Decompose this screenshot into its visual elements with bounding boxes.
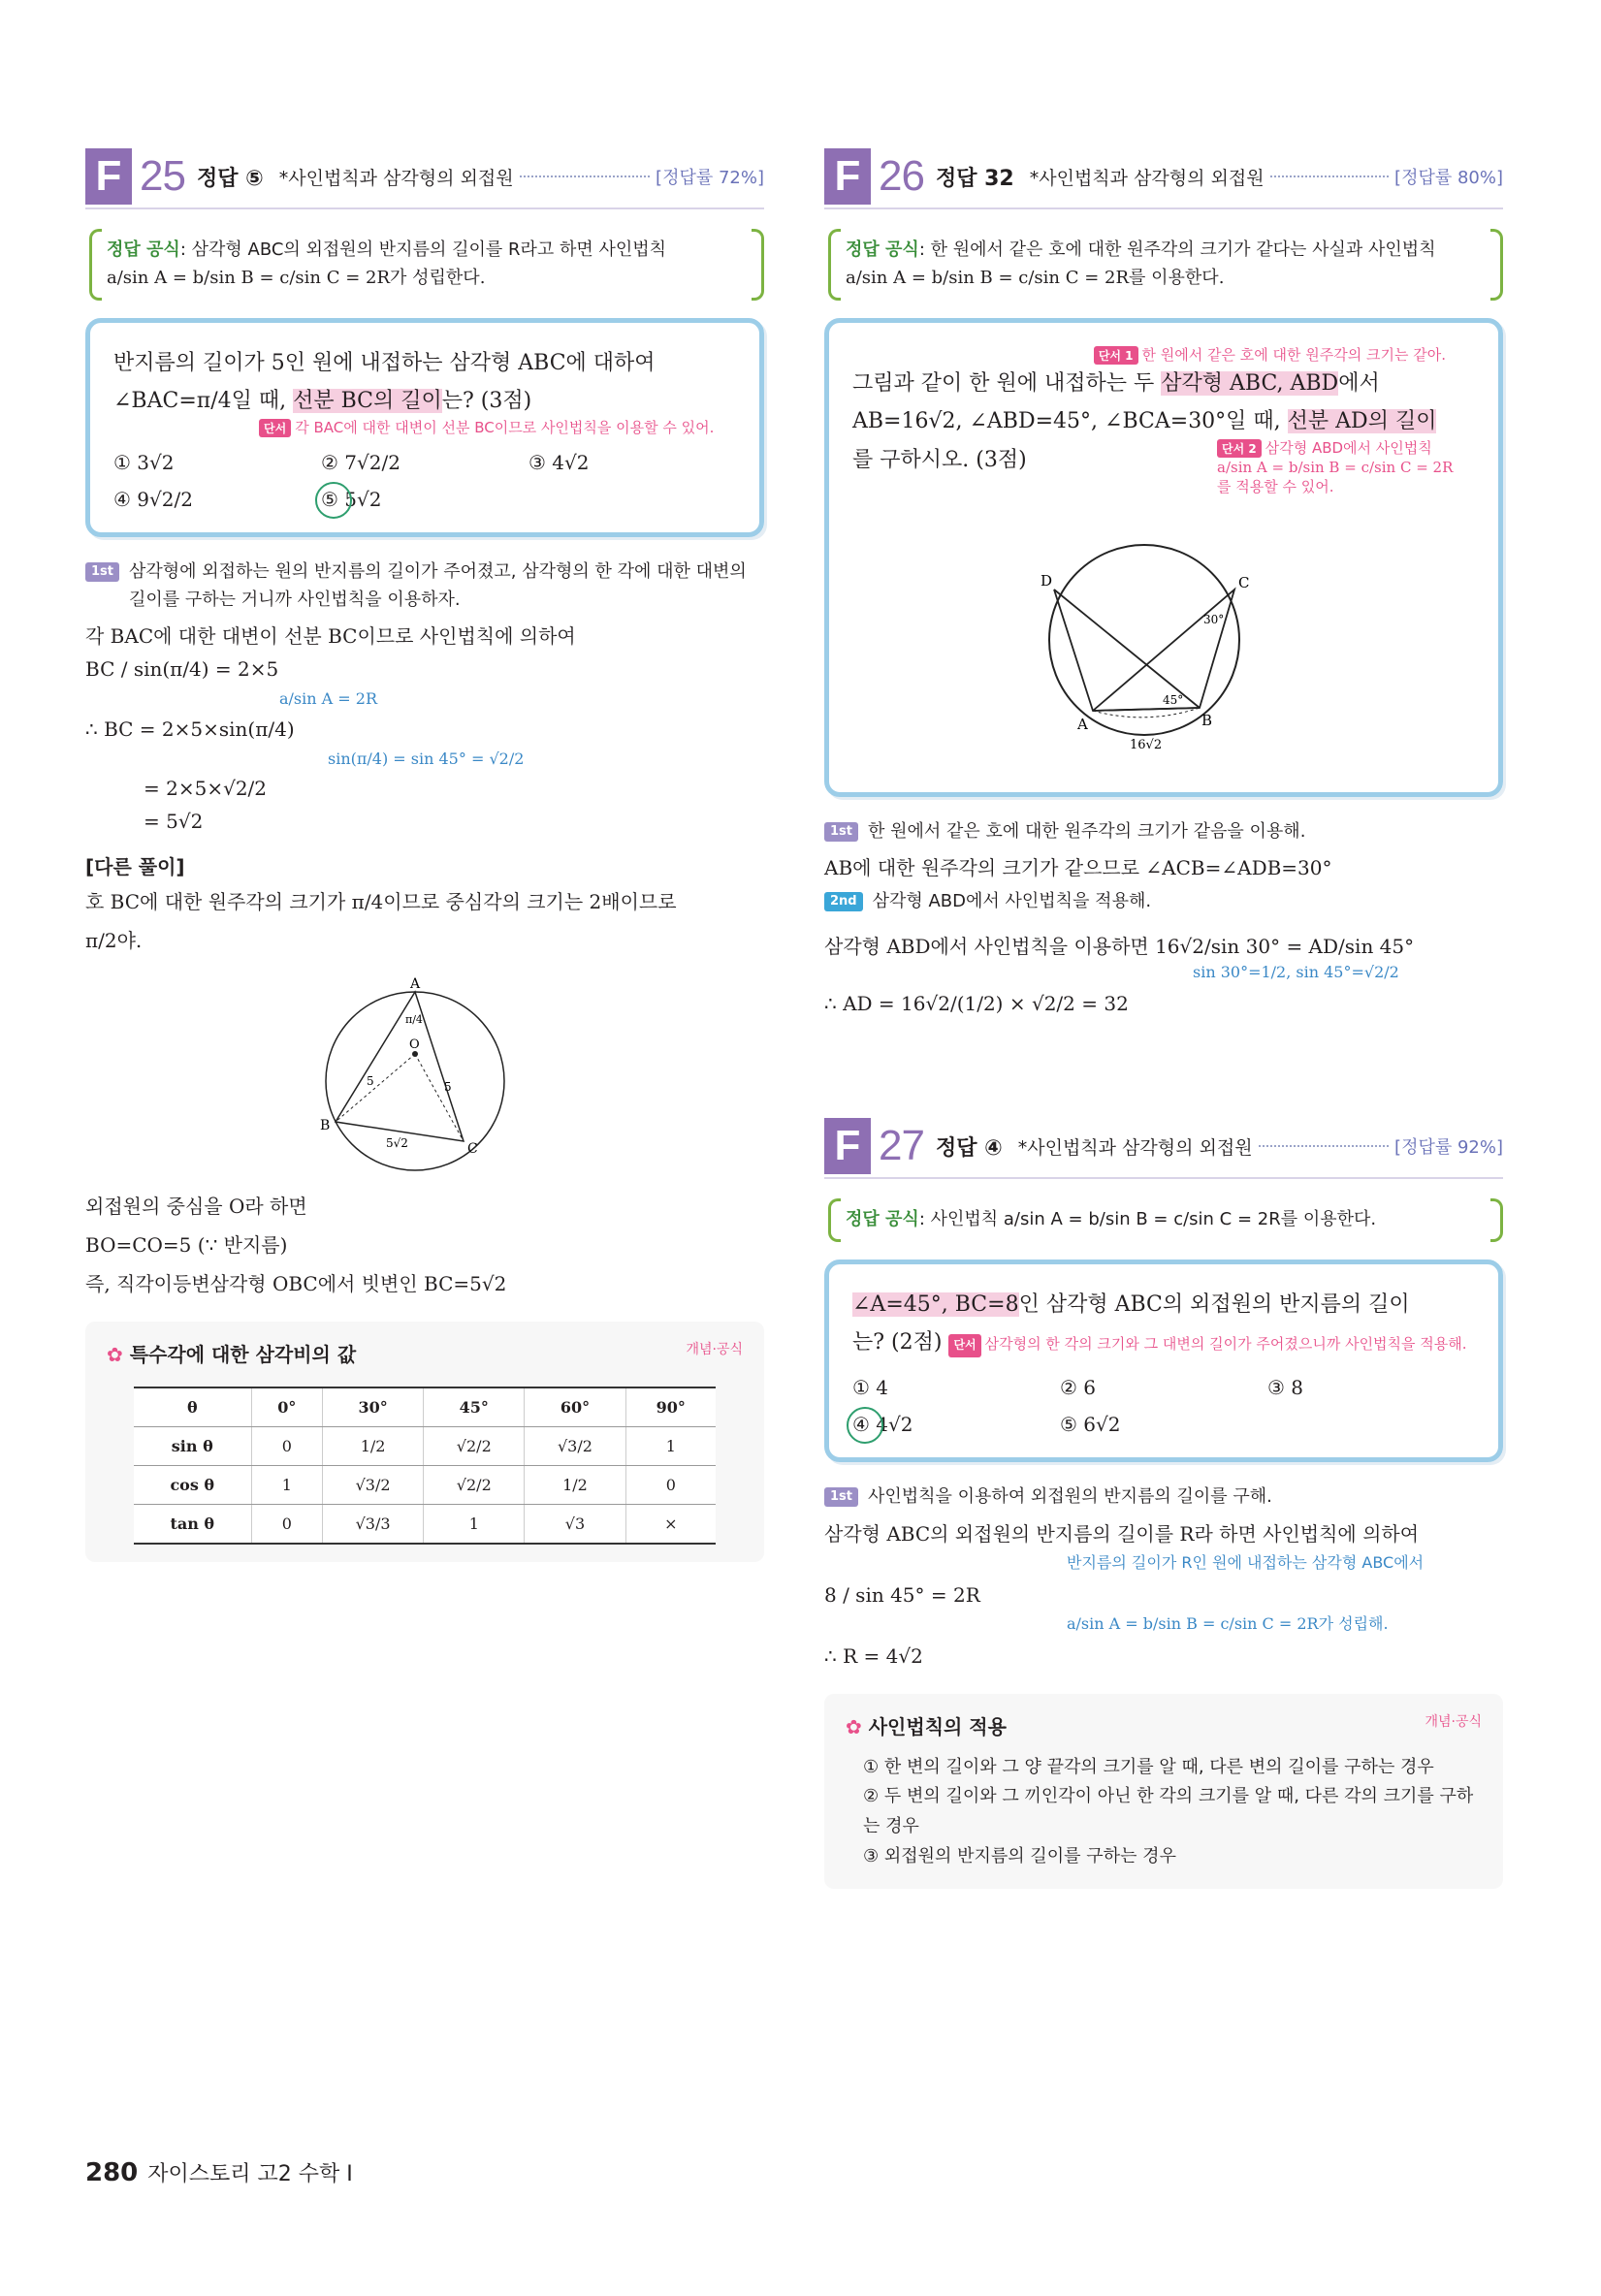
step-badge: 1st (85, 562, 119, 582)
table-header: 30° (323, 1387, 424, 1427)
diagram-radius-1: 5 (367, 1073, 374, 1088)
question-part-c: 는? (3점) (441, 389, 532, 414)
diagram-label-b: B (1201, 711, 1213, 729)
step-text: 한 원에서 같은 호에 대한 원주각의 크기가 같음을 이용해. (868, 820, 1306, 842)
formula-box (828, 229, 1503, 301)
concept-tag: 개념·공식 (686, 1341, 743, 1357)
choice-5-label: ⑤ 5√2 (321, 487, 382, 511)
solution-work (85, 620, 764, 837)
hint-text: 각 BAC에 대한 대변이 선분 BC이므로 사인법칙을 이용할 수 있어. (295, 418, 715, 436)
question-part: 에서 (1338, 370, 1380, 396)
work-line-3: ∴ R = 4√2 (824, 1643, 923, 1668)
question-line2 (113, 382, 736, 421)
work-line-5: = 5√2 (144, 809, 204, 833)
diagram-label-a: A (1077, 715, 1088, 733)
table-cell: 0 (251, 1504, 322, 1544)
work-line-2: 삼각형 ABD에서 사인법칙을 이용하면 16√2/sin 30° = AD/sin 45° (824, 935, 1415, 959)
step-1 (824, 818, 1503, 846)
problem-label: F (85, 148, 132, 205)
step-text: 삼각형에 외접하는 원의 반지름의 길이가 주어졌고, 삼각형의 한 각에 대한 대변의 길이를 구하는 거니까 사인법칙을 이용하자. (129, 560, 747, 610)
hint-formula: a/sin A = b/sin B = c/sin C = 2R (1217, 458, 1454, 476)
concept-title-text: 사인법칙의 적용 (868, 1714, 1007, 1738)
formula-text: : 삼각형 ABC의 외접원의 반지름의 길이를 R라고 하면 사인법칙 (179, 239, 667, 260)
diagram-angle: π/4 (405, 1012, 423, 1026)
problem-number: 27 (879, 1122, 924, 1169)
list-item: ③ 외접원의 반지름의 길이를 구하는 경우 (863, 1845, 1176, 1866)
flower-icon: ✿ (846, 1714, 862, 1738)
concept-tag: 개념·공식 (1425, 1713, 1482, 1730)
work-line-3: ∴ AD = 16√2/(1/2) × √2/2 = 32 (824, 992, 1129, 1016)
work-note-1: a/sin A = 2R (279, 689, 378, 709)
hint-2 (1217, 437, 1479, 496)
question-highlight: 선분 AD의 길이 (1287, 409, 1437, 434)
step-2 (824, 888, 1503, 916)
problem-number: 26 (879, 152, 924, 200)
accuracy-rate: [정답률 80%] (1394, 168, 1503, 188)
step-text: 삼각형 ABD에서 사인법칙을 적용해. (872, 891, 1152, 912)
table-header: 45° (424, 1387, 525, 1427)
work-line-1: 삼각형 ABC의 외접원의 반지름의 길이를 R라 하면 사인법칙에 의하여 (824, 1521, 1420, 1546)
problem-label: F (824, 148, 871, 205)
question-part: 는? (2점) (852, 1330, 943, 1355)
problem-box (85, 318, 764, 537)
formula-line2: a/sin A = b/sin B = c/sin C = 2R가 성립한다. (107, 267, 486, 288)
work-line-3: ∴ BC = 2×5×sin(π/4) (85, 717, 295, 741)
diagram-label-d: D (1041, 571, 1053, 590)
choices (113, 451, 736, 511)
hint-tag: 단서 1 (1094, 346, 1138, 365)
alt-text-2: π/2야. (85, 928, 143, 952)
table-cell: sin θ (134, 1426, 251, 1465)
table-cell: 1 (625, 1426, 716, 1465)
choice-1[interactable]: ① 3√2 (113, 450, 175, 474)
table-header-row (134, 1387, 716, 1427)
diagram-angle-30: 30° (1203, 612, 1225, 626)
problem-27 (824, 1115, 1503, 1889)
problem-label: F (824, 1118, 871, 1174)
choice-2[interactable]: ② 7√2/2 (321, 450, 400, 474)
diagram-label-b: B (320, 1117, 331, 1133)
list-item: ① 한 변의 길이와 그 양 끝각의 크기를 알 때, 다른 변의 길이를 구하는 경우 (863, 1756, 1434, 1777)
alt-text-1: 호 BC에 대한 원주각의 크기가 π/4이므로 중심각의 크기는 2배이므로 (85, 889, 677, 913)
table-header: 90° (625, 1387, 716, 1427)
leader-dots (520, 175, 650, 177)
diagram-bc: 5√2 (386, 1135, 408, 1150)
diagram-label-c: C (467, 1140, 478, 1157)
table-cell: 1 (251, 1465, 322, 1504)
hint-1 (852, 344, 1446, 365)
page-number: 280 (85, 2158, 139, 2187)
table-row (134, 1465, 716, 1504)
list-item: ② 두 변의 길이와 그 끼인각이 아닌 한 각의 크기를 알 때, 다른 각의 크기를 구하는 경우 (863, 1786, 1474, 1836)
problem-25 (85, 145, 764, 1562)
formula-box (89, 229, 764, 301)
hint-text: 한 원에서 같은 호에 대한 원주각의 크기는 같아. (1141, 345, 1446, 364)
table-cell: 1/2 (323, 1426, 424, 1465)
hint-tag: 단서 (948, 1334, 980, 1357)
step-1 (85, 558, 764, 615)
step-text: 사인법칙을 이용하여 외접원의 반지름의 길이를 구해. (868, 1485, 1272, 1507)
diagram-radius-2: 5 (444, 1079, 452, 1094)
work-note-2: sin(π/4) = sin 45° = √2/2 (328, 749, 525, 768)
accuracy-rate: [정답률 72%] (656, 168, 764, 188)
diagram-label-c: C (1238, 573, 1250, 591)
choice-5[interactable]: ⑤ 6√2 (1060, 1412, 1121, 1436)
diagram-ab-length: 16√2 (1130, 737, 1163, 752)
diagram-label-a: A (410, 975, 421, 992)
table-header: 60° (525, 1387, 625, 1427)
concept-title (107, 1339, 743, 1367)
step-badge: 1st (824, 1487, 858, 1507)
question-line3: 를 구하시오. (3점) (852, 447, 1027, 472)
table-cell: × (625, 1504, 716, 1544)
question-part-a: ∠BAC=π/4일 때, (113, 389, 294, 414)
work-note: sin 30°=1/2, sin 45°=√2/2 (1193, 963, 1399, 982)
choice-3[interactable]: ③ 8 (1267, 1375, 1304, 1399)
hint-tag: 단서 2 (1217, 439, 1262, 458)
choices (852, 1376, 1475, 1436)
work-note-1: 반지름의 길이가 R인 원에 내접하는 삼각형 ABC에서 (1067, 1552, 1425, 1572)
problem-26 (824, 145, 1503, 1020)
concept-title (846, 1711, 1482, 1739)
circle-diagram-25 (308, 976, 764, 1184)
topic: *사인법칙과 삼각형의 외접원 (1017, 1136, 1253, 1159)
table-cell: 1 (424, 1504, 525, 1544)
concept-list (846, 1753, 1482, 1871)
hint (259, 417, 736, 437)
problem-box (824, 318, 1503, 797)
book-title: 자이스토리 고2 수학 I (147, 2162, 353, 2186)
question-line2 (852, 402, 1475, 441)
topic: *사인법칙과 삼각형의 외접원 (1029, 167, 1265, 189)
answer: 정답 ④ (935, 1135, 1003, 1161)
step-badge: 2nd (824, 892, 863, 911)
choice-4[interactable] (852, 1413, 1060, 1436)
formula-label: 정답 공식 (846, 1209, 919, 1229)
choice-5[interactable] (321, 488, 528, 511)
hint-tail: 를 적용할 수 있어. (1217, 477, 1334, 495)
table-cell: √2/2 (424, 1465, 525, 1504)
work-line-1: 각 BAC에 대한 대변이 선분 BC이므로 사인법칙에 의하여 (85, 624, 576, 649)
flower-icon: ✿ (107, 1342, 123, 1366)
question-line1 (852, 365, 1475, 403)
table-cell: 1/2 (525, 1465, 625, 1504)
table-cell: √2/2 (424, 1426, 525, 1465)
table-cell: √3 (525, 1504, 625, 1544)
problem-header (824, 145, 1503, 209)
answer: 정답 ⑤ (196, 166, 264, 191)
question-part: AB=16√2, ∠ABD=45°, ∠BCA=30°일 때, (852, 409, 1288, 434)
table-row (134, 1426, 716, 1465)
question-line2 (852, 1323, 1475, 1362)
choice-1[interactable]: ① 4 (852, 1375, 889, 1399)
problem-box (824, 1260, 1503, 1462)
problem-header (824, 1115, 1503, 1179)
question-highlight: 삼각형 ABC, ABD (1161, 370, 1339, 396)
alt-text-5: 즉, 직각이등변삼각형 OBC에서 빗변인 BC=5√2 (85, 1271, 507, 1295)
page-footer (85, 2157, 353, 2187)
table-cell: √3/3 (323, 1504, 424, 1544)
concept-box (85, 1322, 764, 1562)
table-cell: 0 (625, 1465, 716, 1504)
table-header: θ (134, 1387, 251, 1427)
formula-label: 정답 공식 (107, 239, 180, 260)
table-row (134, 1504, 716, 1544)
choice-4[interactable]: ④ 9√2/2 (113, 487, 193, 511)
right-column (824, 145, 1503, 1866)
alt-title: [다른 풀이] (85, 854, 185, 878)
table-cell: √3/2 (323, 1465, 424, 1504)
question-highlight: ∠A=45°, BC=8 (852, 1292, 1019, 1317)
accuracy-rate: [정답률 92%] (1394, 1137, 1503, 1158)
formula-box (828, 1198, 1503, 1242)
problem-header (85, 145, 764, 209)
alt-text-4: BO=CO=5 (∵ 반지름) (85, 1232, 288, 1257)
question-part: 그림과 같이 한 원에 내접하는 두 (852, 370, 1162, 396)
diagram-angle-45: 45° (1163, 692, 1184, 707)
leader-dots (1259, 1145, 1389, 1147)
work-line-2: BC / sin(π/4) = 2×5 (85, 657, 279, 682)
table-header: 0° (251, 1387, 322, 1427)
work-line-1: AB에 대한 원주각의 크기가 같으므로 ∠ACB=∠ADB=30° (824, 856, 1332, 880)
table-cell: cos θ (134, 1465, 251, 1504)
answer: 정답 32 (935, 166, 1014, 191)
work-line-2: 8 / sin 45° = 2R (824, 1582, 980, 1607)
question-part: 인 삼각형 ABC의 외접원의 반지름의 길이 (1018, 1292, 1410, 1317)
hint-tag: 단서 (259, 419, 291, 437)
circle-diagram-26 (1033, 531, 1265, 758)
leader-dots (1270, 175, 1389, 177)
topic: *사인법칙과 삼각형의 외접원 (278, 167, 514, 189)
concept-box (824, 1694, 1503, 1889)
question-line1: 반지름의 길이가 5인 원에 내접하는 삼각형 ABC에 대하여 (113, 350, 656, 375)
trig-table (134, 1387, 716, 1545)
table-cell: 0 (251, 1426, 322, 1465)
work-line-4: = 2×5×√2/2 (144, 776, 268, 800)
choice-3[interactable]: ③ 4√2 (528, 450, 590, 474)
question-highlight: 선분 BC의 길이 (293, 389, 442, 414)
step-1 (824, 1483, 1503, 1512)
alt-text-3: 외접원의 중심을 O라 하면 (85, 1194, 307, 1218)
hint-text: 삼각형의 한 각의 크기와 그 대변의 길이가 주어졌으니까 사인법칙을 적용해. (984, 1335, 1467, 1354)
formula-text: : 사인법칙 a/sin A = b/sin B = c/sin C = 2R를 이용한다. (918, 1209, 1377, 1229)
problem-number: 25 (140, 152, 185, 200)
diagram-label-o: O (409, 1036, 420, 1052)
concept-title-text: 특수각에 대한 삼각비의 값 (129, 1342, 357, 1366)
answer-circle-icon (847, 1407, 883, 1444)
choice-2[interactable]: ② 6 (1060, 1375, 1097, 1399)
table-cell: √3/2 (525, 1426, 625, 1465)
question-line1 (852, 1286, 1475, 1324)
work-note-2: a/sin A = b/sin B = c/sin C = 2R가 성립해. (1067, 1613, 1389, 1633)
table-cell: tan θ (134, 1504, 251, 1544)
hint-text: 삼각형 ABD에서 사인법칙 (1265, 438, 1432, 457)
formula-text: : 한 원에서 같은 호에 대한 원주각의 크기가 같다는 사실과 사인법칙 (918, 239, 1436, 260)
formula-label: 정답 공식 (846, 239, 919, 260)
formula-line2: a/sin A = b/sin B = c/sin C = 2R를 이용한다. (846, 267, 1225, 288)
choice-4-label: ④ 4√2 (852, 1412, 913, 1436)
answer-circle-icon (315, 482, 352, 519)
step-badge: 1st (824, 822, 858, 842)
